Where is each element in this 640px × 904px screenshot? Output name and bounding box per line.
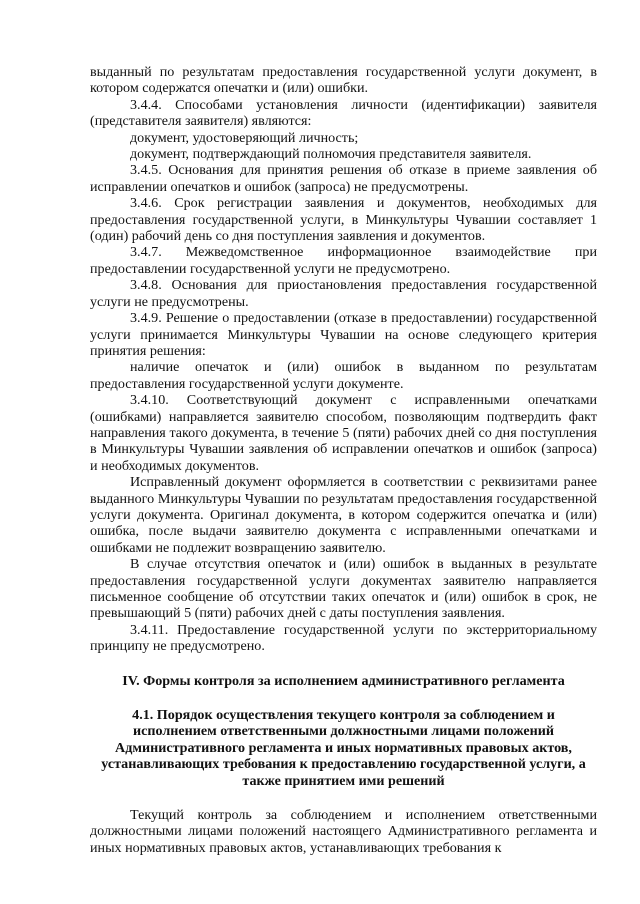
document-content — [90, 64, 597, 856]
paragraph-3-4-10: 3.4.10. Соответствующий документ с исправленными опечатками (ошибками) направляется заявителю способом, позволяющим подтвердить факт направления такого документа, в течение 5 (пяти) рабочих дней со дня поступления в Минкультуры Чувашии заявления об исправлении опечатков и ошибок (запроса) и необходимых документов. — [90, 392, 597, 474]
paragraph-continuation: выданный по результатам предоставления государственной услуги документ, в котором содержатся опечатки и (или) ошибки. — [90, 64, 597, 97]
section-heading-iv: IV. Формы контроля за исполнением административного регламента — [122, 672, 565, 689]
paragraph-current-control: Текущий контроль за соблюдением и исполнением ответственными должностными лицами положений настоящего Административного регламента и иных нормативных правовых актов, устанавливающих требования к — [90, 807, 597, 856]
list-item-authority-document: документ, подтверждающий полномочия представителя заявителя. — [130, 146, 532, 163]
paragraph-3-4-6: 3.4.6. Срок регистрации заявления и документов, необходимых для предоставления государственной услуги, в Минкультуры Чувашии составляет 1 (один) рабочий день со дня поступления заявления и документов. — [90, 195, 597, 245]
paragraph-3-4-4: 3.4.4. Способами установления личности (идентификации) заявителя (представителя заявителя) являются: — [90, 96, 597, 130]
paragraph-3-4-11: 3.4.11. Предоставление государственной услуги по экстерриториальному принципу не предусмотрено. — [90, 621, 597, 655]
paragraph-decision-criterion: наличие опечаток и (или) ошибок в выданном по результатам предоставления государственной услуги документе. — [90, 359, 597, 392]
paragraph-3-4-7: 3.4.7. Межведомственное информационное взаимодействие при предоставлении государственной услуги не предусмотрено. — [90, 244, 597, 277]
paragraph-3-4-9: 3.4.9. Решение о предоставлении (отказе в предоставлении) государственной услуги принимается Минкультуры Чувашии на основе следующего критерия принятия решения: — [90, 310, 597, 359]
paragraph-corrected-document: Исправленный документ оформляется в соответствии с реквизитами ранее выданного Минкультуры Чувашии по результатам предоставления государственной услуги документа. Оригинал документа, в котором содержится опечатка и (или) ошибка, после выдачи заявителю документа с исправленными опечатками и ошибками не подлежит возвращению заявителю. — [90, 474, 597, 556]
paragraph-3-4-5: 3.4.5. Основания для принятия решения об отказе в приеме заявления об исправлении опечатков и ошибок (запроса) не предусмотрены. — [90, 162, 597, 195]
paragraph-3-4-8: 3.4.8. Основания для приостановления предоставления государственной услуги не предусмотрены. — [90, 277, 597, 310]
paragraph-no-errors-case: В случае отсутствия опечаток и (или) ошибок в выданных в результате предоставления государственной услуги документах заявителю направляется письменное сообщение об отсутствии таких опечаток и (или) ошибок в срок, не превышающий 5 (пяти) рабочих дней с даты поступления заявления. — [90, 556, 597, 622]
subsection-heading-4-1: 4.1. Порядок осуществления текущего контроля за соблюдением и исполнением ответственными должностными лицами положений Административного регламента и иных нормативных правовых актов, устанавливающих требования к предоставлению государственной услуги, а также принятием ими решений — [101, 707, 586, 789]
list-item-identity-document: документ, удостоверяющий личность; — [130, 129, 359, 146]
